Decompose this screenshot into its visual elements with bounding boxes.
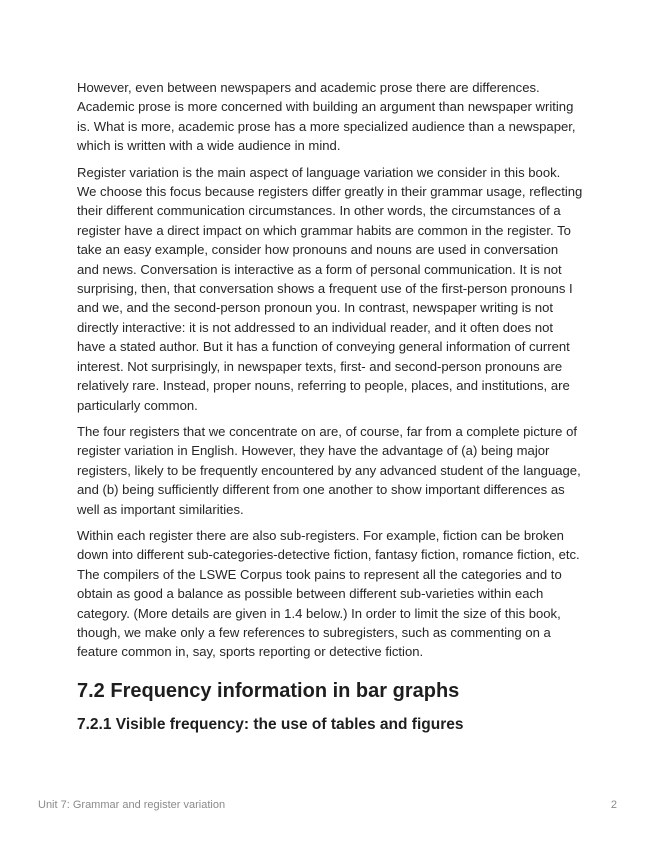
paragraph-4: Within each register there are also sub-registers. For example, fiction can be broken down into different sub-categories-detective fiction, fantasy fiction, romance fiction, etc. The compilers of the LSWE Corpus took pains to represent all the categories and to obtain as good a balance as possible between different sub-varieties within each category. (More details are given in 1.4 below.) In order to limit the size of this book, though, we make only a few references to subregisters, such as commenting on a feature common in, say, sports reporting or detective fiction. bbox=[77, 527, 580, 660]
paragraph-2: Register variation is the main aspect of language variation we consider in this book. We choose this focus because registers differ greatly in their grammar usage, reflecting their different communication circumstances. In other words, the circumstances of a register have a direct impact on which grammar habits are common in the register. To take an easy example, consider how pronouns and nouns are used in conversation and news. Conversation is interactive as a form of personal communication. It is not surprising, then, that conversation shows a frequent use of the first-person pronouns I and we, and the second-person pronoun you. In contrast, newspaper writing is not directly interactive: it is not addressed to an individual reader, and it often does not have a stated author. But it has a function of conveying general information of current interest. Not surprisingly, in newspaper texts, first- and second-person pronouns are relatively rare. Instead, proper nouns, referring to people, places, and institutions, are particularly common. bbox=[77, 164, 583, 413]
footer-title: Unit 7: Grammar and register variation bbox=[38, 799, 226, 811]
paragraph-1: However, even between newspapers and academic prose there are differences. Academic prose is more concerned with building an argument than newspaper writing is. What is more, academic prose has a more specialized audience than a newspaper, which is written with a wide audience in mind. bbox=[77, 80, 576, 154]
section-heading: 7.2 Frequency information in bar graphs bbox=[77, 679, 460, 702]
body-text bbox=[77, 78, 583, 736]
page-number: 2 bbox=[610, 799, 617, 811]
paragraph-3: The four registers that we concentrate on are, of course, far from a complete picture of register variation in English. However, they have the advantage of (a) being major registers, likely to be frequently encountered by any advanced student of the language, and (b) being sufficiently different from one another to show important differences as well as important similarities. bbox=[77, 423, 581, 517]
subsection-heading: 7.2.1 Visible frequency: the use of tables and figures bbox=[77, 715, 464, 733]
